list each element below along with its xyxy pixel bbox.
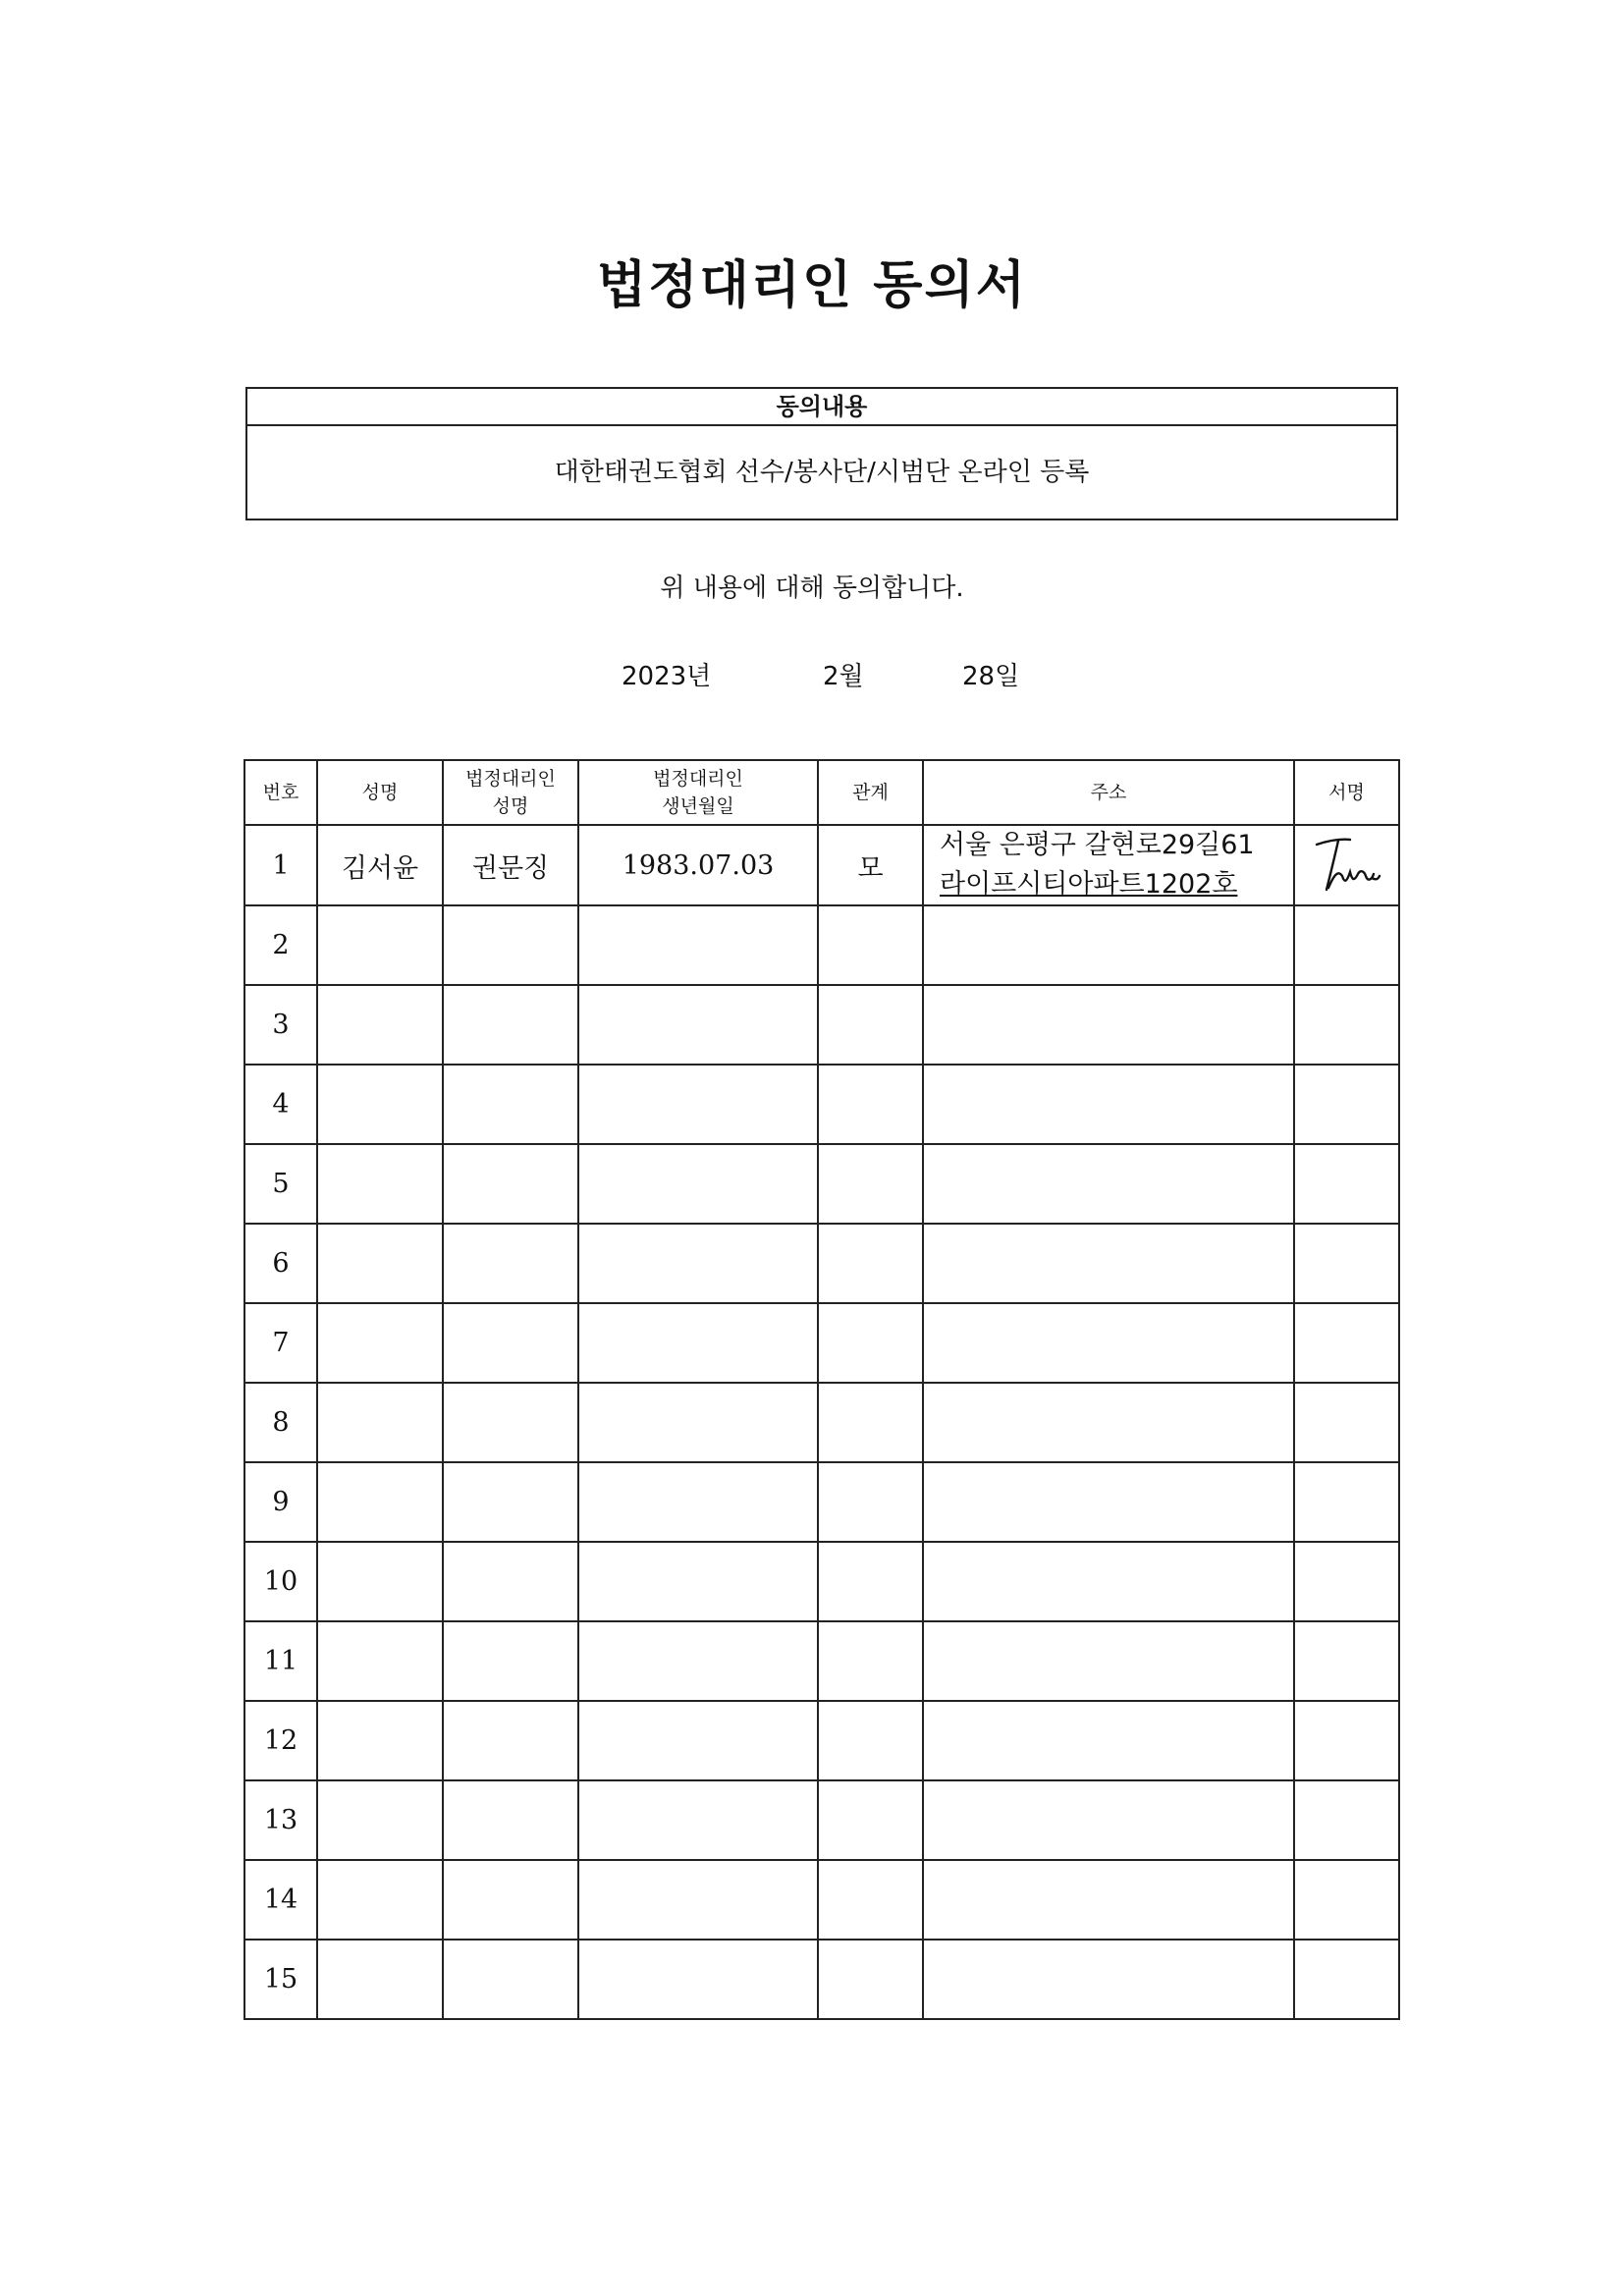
date-day: 28일 (962, 662, 1020, 691)
cell-name: 김서윤 (317, 825, 443, 905)
cell-relation (818, 985, 923, 1065)
cell-number: 3 (244, 985, 317, 1065)
cell-signature (1294, 1701, 1399, 1780)
cell-guardian-birth (578, 1383, 818, 1462)
date-month: 2월 (823, 662, 864, 691)
address-line2: 라이프시티아파트1202호 (940, 869, 1238, 900)
cell-number: 8 (244, 1383, 317, 1462)
cell-name (317, 1780, 443, 1860)
table-row (244, 985, 1399, 1065)
cell-guardian-name (443, 1940, 578, 2019)
table-row (244, 1542, 1399, 1621)
cell-address (923, 1940, 1294, 2019)
cell-address (923, 1780, 1294, 1860)
cell-address (923, 1303, 1294, 1383)
cell-number: 2 (244, 905, 317, 985)
cell-number: 10 (244, 1542, 317, 1621)
consent-header: 동의내용 (247, 389, 1396, 426)
address-line1: 서울 은평구 갈현로29길61 (940, 830, 1255, 860)
cell-guardian-name (443, 1542, 578, 1621)
cell-signature (1294, 1780, 1399, 1860)
cell-number: 15 (244, 1940, 317, 2019)
cell-guardian-birth (578, 1462, 818, 1542)
table-row (244, 825, 1399, 905)
cell-guardian-birth (578, 905, 818, 985)
table-row (244, 1462, 1399, 1542)
cell-guardian-name (443, 1065, 578, 1144)
registration-table (244, 759, 1400, 2020)
cell-address (923, 1542, 1294, 1621)
header-number: 번호 (244, 760, 317, 825)
cell-guardian-name (443, 1462, 578, 1542)
cell-signature (1294, 1383, 1399, 1462)
cell-guardian-name (443, 1860, 578, 1940)
cell-signature (1294, 1462, 1399, 1542)
cell-address (923, 825, 1294, 905)
cell-guardian-birth (578, 1621, 818, 1701)
header-name: 성명 (317, 760, 443, 825)
cell-number: 12 (244, 1701, 317, 1780)
cell-guardian-name (443, 1383, 578, 1462)
cell-guardian-name (443, 1144, 578, 1224)
cell-address (923, 1144, 1294, 1224)
cell-guardian-name (443, 1224, 578, 1303)
cell-signature (1294, 1303, 1399, 1383)
cell-name (317, 1383, 443, 1462)
table-row (244, 1224, 1399, 1303)
cell-address (923, 1701, 1294, 1780)
cell-guardian-birth (578, 985, 818, 1065)
cell-signature (1294, 1065, 1399, 1144)
cell-guardian-birth (578, 1065, 818, 1144)
cell-guardian-name (443, 1701, 578, 1780)
cell-signature (1294, 1621, 1399, 1701)
cell-relation (818, 1621, 923, 1701)
cell-guardian-birth (578, 1701, 818, 1780)
table-row (244, 1621, 1399, 1701)
cell-name (317, 1224, 443, 1303)
cell-guardian-birth (578, 1144, 818, 1224)
cell-address (923, 905, 1294, 985)
cell-name (317, 1940, 443, 2019)
header-guardian-name (443, 760, 578, 825)
table-row (244, 1303, 1399, 1383)
cell-name (317, 1462, 443, 1542)
cell-address (923, 985, 1294, 1065)
cell-address (923, 1383, 1294, 1462)
cell-name (317, 1542, 443, 1621)
cell-number: 6 (244, 1224, 317, 1303)
cell-name (317, 985, 443, 1065)
cell-guardian-name: 권문징 (443, 825, 578, 905)
cell-name (317, 1144, 443, 1224)
cell-signature (1294, 1860, 1399, 1940)
cell-number: 5 (244, 1144, 317, 1224)
cell-address (923, 1621, 1294, 1701)
cell-number: 13 (244, 1780, 317, 1860)
cell-signature (1294, 1144, 1399, 1224)
cell-relation: 모 (818, 825, 923, 905)
cell-address (923, 1065, 1294, 1144)
cell-number: 4 (244, 1065, 317, 1144)
cell-relation (818, 1144, 923, 1224)
agreement-statement: 위 내용에 대해 동의합니다. (660, 574, 964, 603)
cell-relation (818, 1860, 923, 1940)
cell-number: 1 (244, 825, 317, 905)
header-guardian-name-line1: 법정대리인 (465, 768, 556, 790)
cell-guardian-birth (578, 1860, 818, 1940)
cell-guardian-name (443, 1780, 578, 1860)
cell-guardian-name (443, 1621, 578, 1701)
date-year: 2023년 (622, 662, 712, 691)
cell-name (317, 1860, 443, 1940)
cell-relation (818, 905, 923, 985)
cell-guardian-birth (578, 1303, 818, 1383)
cell-relation (818, 1940, 923, 2019)
document-title: 법정대리인 동의서 (597, 256, 1027, 315)
cell-number: 9 (244, 1462, 317, 1542)
cell-guardian-birth (578, 1542, 818, 1621)
cell-relation (818, 1780, 923, 1860)
cell-number: 11 (244, 1621, 317, 1701)
cell-relation (818, 1542, 923, 1621)
cell-guardian-name (443, 905, 578, 985)
table-row (244, 1701, 1399, 1780)
table-row (244, 1065, 1399, 1144)
header-guardian-birth-line1: 법정대리인 (653, 768, 743, 790)
cell-signature (1294, 905, 1399, 985)
cell-name (317, 1065, 443, 1144)
cell-guardian-birth (578, 1780, 818, 1860)
cell-guardian-birth (578, 1224, 818, 1303)
cell-guardian-name (443, 1303, 578, 1383)
table-row (244, 1860, 1399, 1940)
table-row (244, 1780, 1399, 1860)
cell-guardian-birth: 1983.07.03 (578, 825, 818, 905)
cell-name (317, 1621, 443, 1701)
table-row (244, 905, 1399, 985)
cell-name (317, 905, 443, 985)
cell-number: 7 (244, 1303, 317, 1383)
header-guardian-birth-line2: 생년월일 (662, 795, 734, 817)
table-row (244, 1144, 1399, 1224)
table-row (244, 1383, 1399, 1462)
cell-relation (818, 1462, 923, 1542)
table-row (244, 1940, 1399, 2019)
cell-number: 14 (244, 1860, 317, 1940)
cell-guardian-name (443, 985, 578, 1065)
cell-relation (818, 1303, 923, 1383)
cell-relation (818, 1701, 923, 1780)
cell-relation (818, 1065, 923, 1144)
header-guardian-name-line2: 성명 (492, 795, 529, 817)
cell-address (923, 1860, 1294, 1940)
handwritten-signature-icon (1311, 831, 1383, 900)
cell-name (317, 1701, 443, 1780)
consent-box (245, 387, 1398, 520)
cell-address (923, 1224, 1294, 1303)
cell-guardian-birth (578, 1940, 818, 2019)
header-address: 주소 (923, 760, 1294, 825)
header-relation: 관계 (818, 760, 923, 825)
header-guardian-birth (578, 760, 818, 825)
cell-signature (1294, 825, 1399, 905)
header-signature: 서명 (1294, 760, 1399, 825)
cell-signature (1294, 1940, 1399, 2019)
cell-address (923, 1462, 1294, 1542)
cell-signature (1294, 1542, 1399, 1621)
cell-name (317, 1303, 443, 1383)
cell-signature (1294, 1224, 1399, 1303)
table-header-row (244, 760, 1399, 825)
consent-content: 대한태권도협회 선수/봉사단/시범단 온라인 등록 (554, 458, 1090, 487)
cell-signature (1294, 985, 1399, 1065)
cell-relation (818, 1383, 923, 1462)
cell-relation (818, 1224, 923, 1303)
